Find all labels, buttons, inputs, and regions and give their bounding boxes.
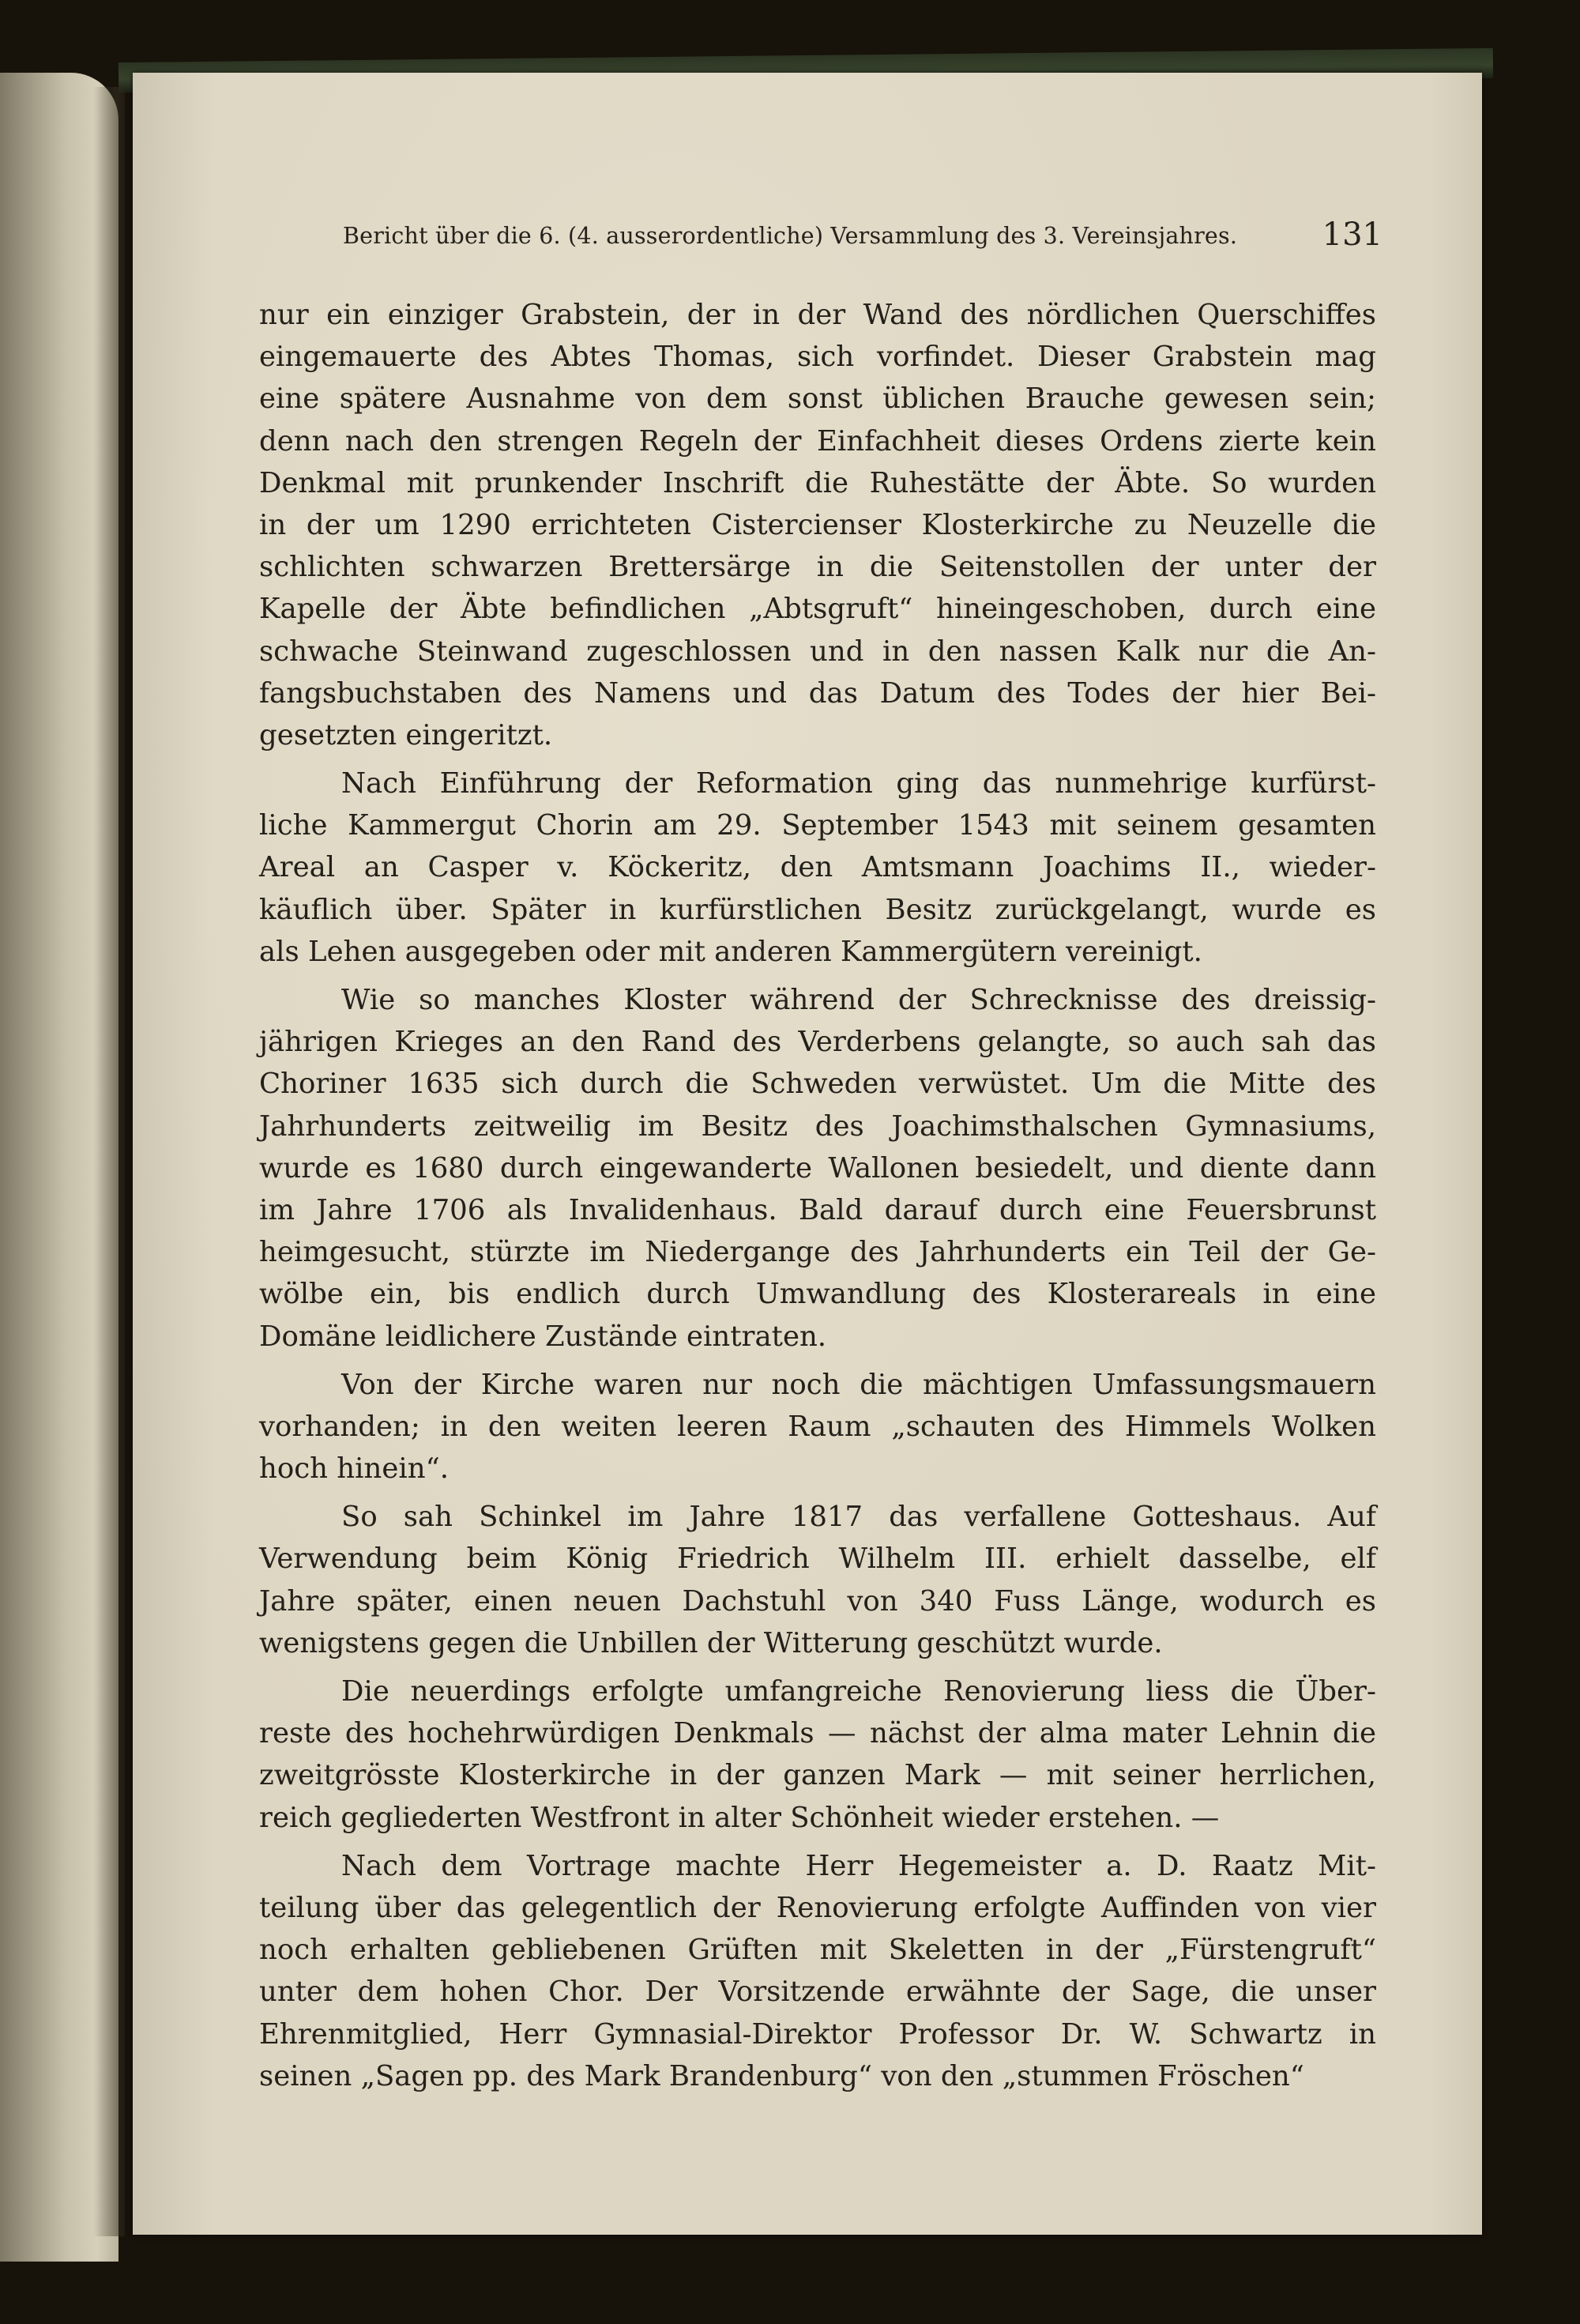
text-line: im Jahre 1706 als Invalidenhaus. Bald darauf durch eine Feuersbrunst (259, 1193, 1376, 1226)
text-line: Nach dem Vortrage machte Herr Hegemeister a. D. Raatz Mit- (341, 1849, 1376, 1882)
text-line: nur ein einziger Grabstein, der in der Wand des nördlichen Querschiffes (259, 299, 1376, 331)
text-line: in der um 1290 errichteten Cistercienser Klosterkirche zu Neuzelle die (259, 508, 1376, 541)
paragraph (259, 763, 1376, 973)
text-line: Domäne leidlichere Zustände eintraten. (259, 1320, 827, 1353)
gutter-shadow (93, 87, 125, 2236)
paragraph (259, 1670, 1376, 1839)
text-line: So sah Schinkel im Jahre 1817 das verfallene Gotteshaus. Auf (341, 1501, 1376, 1534)
text-line: eine spätere Ausnahme von dem sonst üblichen Brauche gewesen sein; (259, 382, 1376, 416)
text-line: schwache Steinwand zugeschlossen und in den nassen Kalk nur die An- (259, 635, 1376, 668)
page-number: 131 (1322, 217, 1382, 253)
text-line: liche Kammergut Chorin am 29. September 1543 mit seinem gesamten (259, 809, 1376, 842)
paragraph (259, 1845, 1376, 2097)
text-line: denn nach den strengen Regeln der Einfachheit dieses Ordens zierte kein (259, 424, 1376, 458)
text-line: Jahrhunderts zeitweilig im Besitz des Joachimsthalschen Gymnasiums, (259, 1109, 1376, 1143)
text-line: unter dem hohen Chor. Der Vorsitzende erwähnte der Sage, die unser (259, 1976, 1376, 2009)
text-line: Choriner 1635 sich durch die Schweden verwüstet. Um die Mitte des (259, 1068, 1376, 1101)
text-line: wurde es 1680 durch eingewanderte Wallonen besiedelt, und diente dann (259, 1151, 1376, 1185)
paragraph (259, 1364, 1376, 1490)
text-line: Areal an Casper v. Köckeritz, den Amtsmann Joachims II., wieder- (259, 851, 1376, 884)
text-line: Jahre später, einen neuen Dachstuhl von 340 Fuss Länge, wodurch es (259, 1584, 1376, 1618)
text-line: wölbe ein, bis endlich durch Umwandlung des Klosterareals in eine (259, 1278, 1376, 1311)
text-line: heimgesucht, stürzte im Niedergange des Jahrhunderts ein Teil der Ge- (259, 1236, 1376, 1269)
text-line: hoch hinein“. (259, 1452, 450, 1486)
text-line: seinen „Sagen pp. des Mark Brandenburg“ von den „stummen Fröschen“ (259, 2059, 1304, 2092)
text-line: käuflich über. Später in kurfürstlichen Besitz zurückgelangt, wurde es (259, 893, 1376, 926)
text-line: Denkmal mit prunkender Inschrift die Ruhestätte der Äbte. So wurden (259, 466, 1376, 499)
running-head: Bericht über die 6. (4. ausserordentliche) Versammlung des 3. Vereinsjahres. (343, 223, 1238, 249)
text-line: jährigen Krieges an den Rand des Verderbens gelangte, so auch sah das (259, 1026, 1376, 1059)
text-line: Die neuerdings erfolgte umfangreiche Renovierung liess die Über- (341, 1675, 1376, 1708)
text-line: noch erhalten gebliebenen Grüften mit Skeletten in der „Fürstengruft“ (259, 1934, 1376, 1967)
paragraph (259, 294, 1376, 756)
text-line: Ehrenmitglied, Herr Gymnasial-Direktor Professor Dr. W. Schwartz in (259, 2017, 1376, 2051)
text-line: Von der Kirche waren nur noch die mächtigen Umfassungsmauern (341, 1368, 1376, 1401)
text-line: als Lehen ausgegeben oder mit anderen Kammergütern vereinigt. (259, 935, 1202, 968)
text-line: reste des hochehrwürdigen Denkmals — nächst der alma mater Lehnin die (259, 1717, 1376, 1750)
text-line: Nach Einführung der Reformation ging das nunmehrige kurfürst- (341, 767, 1376, 800)
text-line: vorhanden; in den weiten leeren Raum „schauten des Himmels Wolken (259, 1410, 1376, 1443)
text-line: zweitgrösste Klosterkirche in der ganzen Mark — mit seiner herrlichen, (259, 1759, 1376, 1792)
text-line: reich gegliederten Westfront in alter Schönheit wieder erstehen. — (259, 1801, 1220, 1834)
text-line: fangsbuchstaben des Namens und das Datum des Todes der hier Bei- (259, 676, 1376, 710)
text-line: Wie so manches Kloster während der Schrecknisse des dreissig- (341, 984, 1376, 1016)
text-line: Kapelle der Äbte befindlichen „Abtsgruft“ hineingeschoben, durch eine (259, 593, 1376, 626)
text-line: gesetzten eingeritzt. (259, 718, 553, 751)
text-line: teilung über das gelegentlich der Renovierung erfolgte Auffinden von vier (259, 1891, 1376, 1924)
paragraph (259, 1496, 1376, 1664)
text-line: schlichten schwarzen Brettersärge in die Seitenstollen der unter der (259, 551, 1376, 584)
paragraph (259, 979, 1376, 1358)
body-text (259, 294, 1376, 2104)
text-line: Verwendung beim König Friedrich Wilhelm III. erhielt dasselbe, elf (259, 1542, 1376, 1576)
text-line: eingemauerte des Abtes Thomas, sich vorfindet. Dieser Grabstein mag (259, 341, 1376, 374)
text-line: wenigstens gegen die Unbillen der Witterung geschützt wurde. (259, 1626, 1163, 1659)
